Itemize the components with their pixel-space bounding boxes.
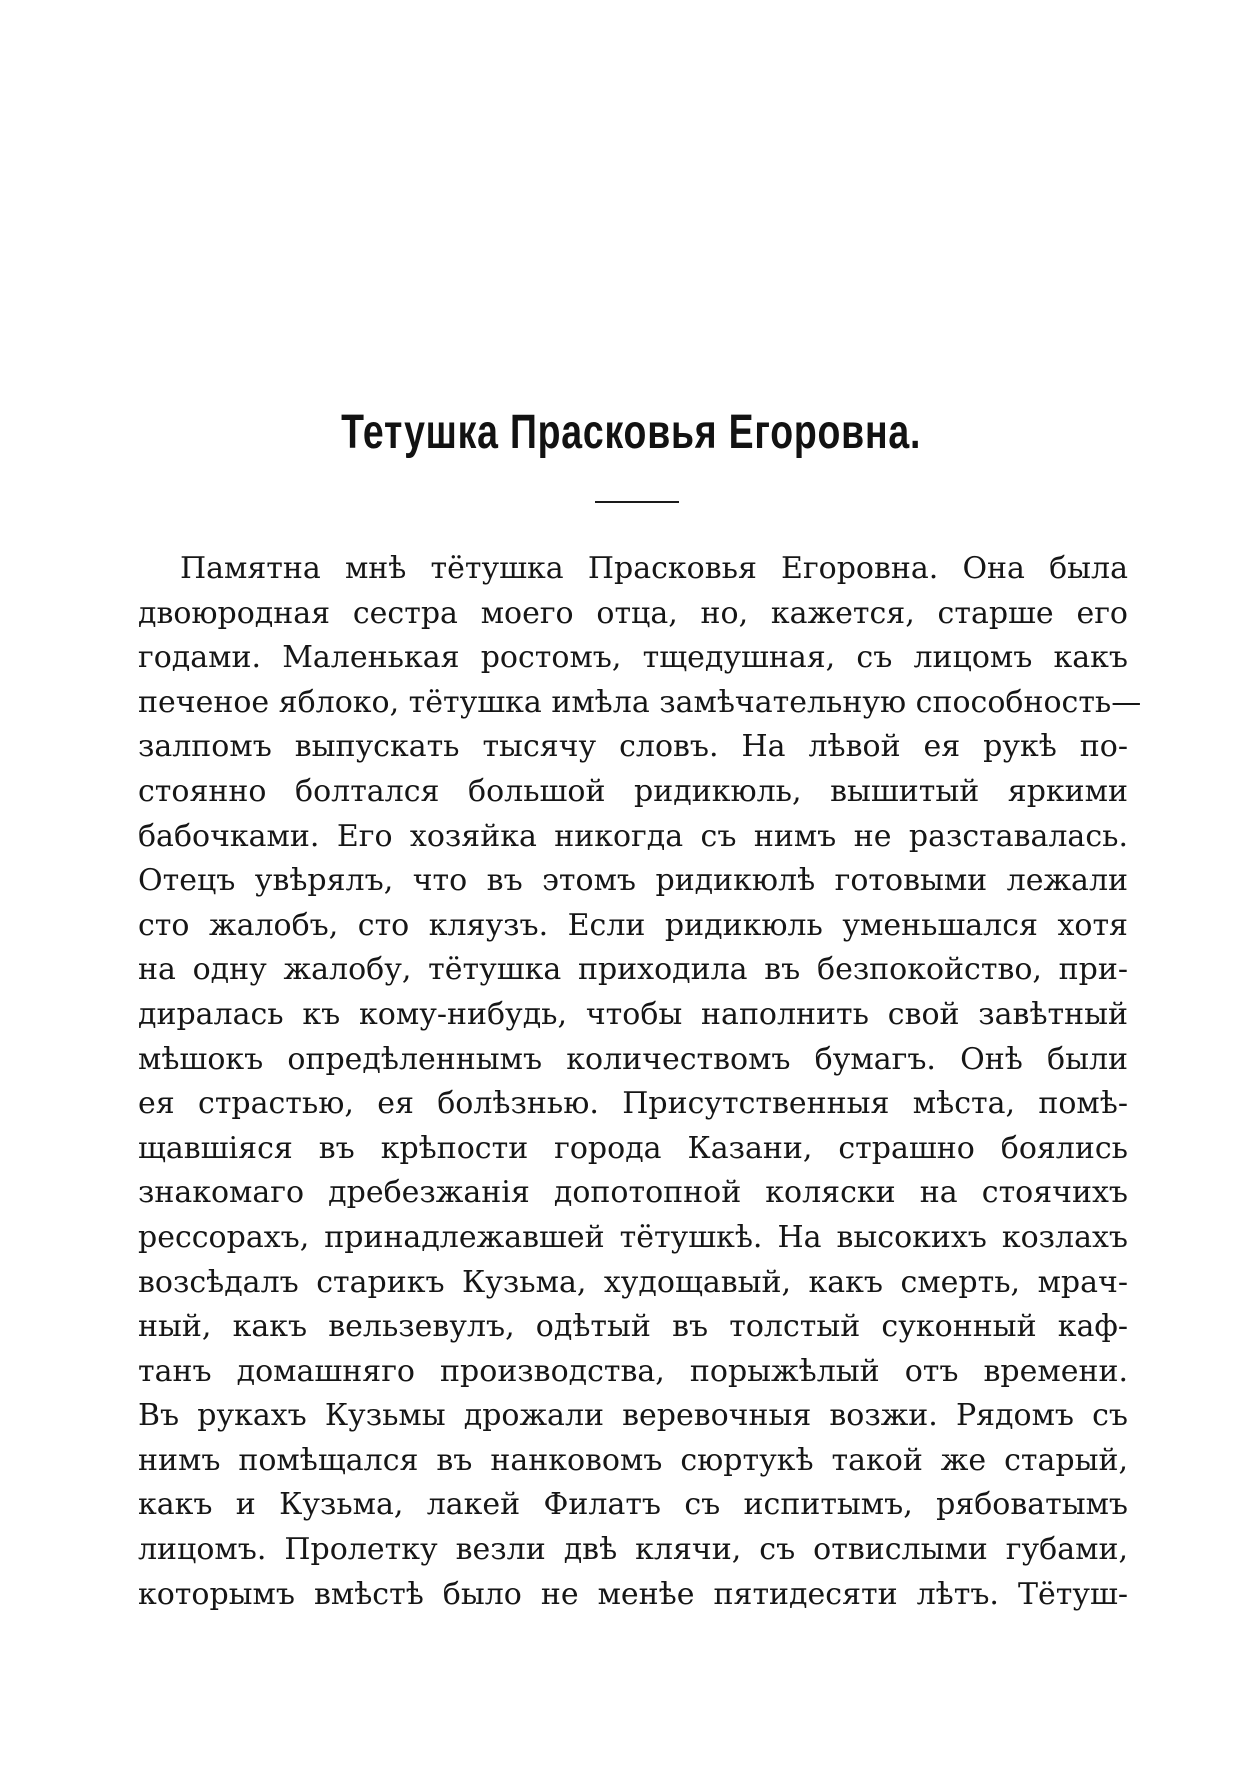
text-line: диралась къ кому-нибудь, чтобы наполнить свой завѣтный [138,996,1128,1032]
text-line: стоянно болтался большой ридикюль, вышитый яркими [138,773,1128,809]
text-line: залпомъ выпускать тысячу словъ. На лѣвой ея рукѣ по- [138,729,1128,765]
text-line: ея страстью, ея болѣзнью. Присутственныя мѣста, помѣ- [138,1086,1128,1122]
text-line: которымъ вмѣстѣ было не менѣе пятидесяти лѣтъ. Тётуш- [138,1576,1128,1612]
text-line: печеное яблоко, тётушка имѣла замѣчательную способность— [138,684,1142,720]
text-line: мѣшокъ опредѣленнымъ количествомъ бумагъ. Онѣ были [138,1041,1128,1077]
text-line: Въ рукахъ Кузьмы дрожали веревочныя возжи. Рядомъ съ [138,1398,1128,1434]
text-line: какъ и Кузьма, лакей Филатъ съ испитымъ, рябоватымъ [138,1487,1128,1523]
chapter-body [138,547,1142,1617]
text-line: бабочками. Его хозяйка никогда съ нимъ не разставалась. [138,818,1128,854]
text-line: двоюродная сестра моего отца, но, кажется, старше его [138,595,1128,631]
text-line: Отецъ увѣрялъ, что въ этомъ ридикюлѣ готовыми лежали [138,863,1128,899]
title-divider [595,501,679,503]
text-line: сто жалобъ, сто кляузъ. Если ридикюль уменьшался хотя [138,907,1128,943]
text-line: танъ домашняго производства, порыжѣлый отъ времени. [138,1353,1128,1389]
text-line: нимъ помѣщался въ нанковомъ сюртукѣ такой же старый, [138,1442,1128,1478]
text-line: ный, какъ вельзевулъ, одѣтый въ толстый суконный каф- [138,1309,1128,1345]
text-line: знакомаго дребезжанія допотопной коляски на стоячихъ [138,1175,1128,1211]
text-line: на одну жалобу, тётушка приходила въ безпокойство, при- [138,952,1128,988]
text-line: щавшіяся въ крѣпости города Казани, страшно боялись [138,1130,1128,1166]
text-line: Памятна мнѣ тётушка Прасковья Егоровна. Она была [180,551,1128,586]
text-line: возсѣдалъ старикъ Кузьма, худощавый, какъ смерть, мрач- [138,1264,1128,1300]
text-line: годами. Маленькая ростомъ, тщедушная, съ лицомъ какъ [138,640,1128,676]
text-line: рессорахъ, принадлежавшей тётушкѣ. На высокихъ козлахъ [138,1219,1128,1255]
text-line: лицомъ. Пролетку везли двѣ клячи, съ отвислыми губами, [138,1532,1128,1568]
chapter-title: Тетушка Прасковья Егоровна. [341,406,922,459]
